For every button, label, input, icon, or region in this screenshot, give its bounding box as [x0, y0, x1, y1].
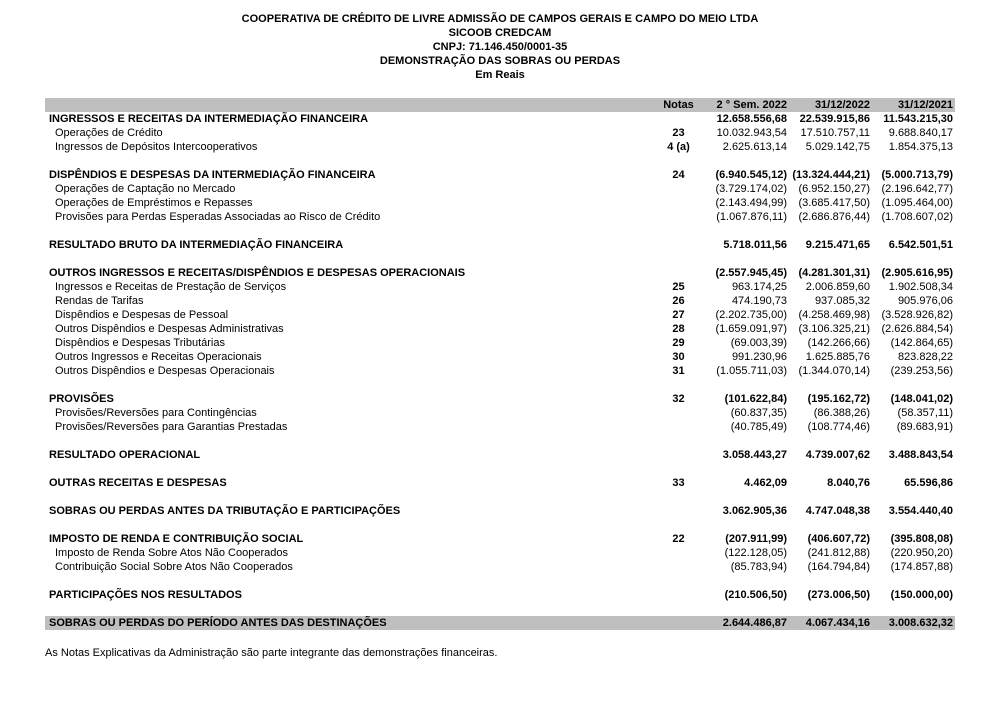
row-value-31-12-2021: (148.041,02) — [890, 393, 953, 405]
row-value-31-12-2021: (3.528.926,82) — [881, 309, 953, 321]
row-value-31-12-2022: 4.747.048,38 — [805, 505, 870, 517]
row-label: Operações de Crédito — [55, 127, 163, 139]
table-row — [45, 532, 955, 546]
row-value-31-12-2022: (164.794,84) — [807, 561, 870, 573]
row-label: Rendas de Tarifas — [55, 295, 144, 307]
row-value-31-12-2022: (4.281.301,31) — [798, 267, 870, 279]
row-value-sem2022: (207.911,99) — [725, 533, 787, 545]
spacer-row — [45, 602, 955, 616]
row-label: Operações de Empréstimos e Repasses — [55, 197, 253, 209]
table-row — [45, 210, 955, 224]
row-value-31-12-2022: 1.625.885,76 — [805, 351, 870, 363]
row-value-31-12-2022: 2.006.859,60 — [805, 281, 870, 293]
row-label: OUTROS INGRESSOS E RECEITAS/DISPÊNDIOS E DESPESAS OPERACIONAIS — [49, 267, 466, 279]
table-row — [45, 392, 955, 406]
row-label: RESULTADO OPERACIONAL — [49, 449, 201, 461]
table-row — [45, 168, 955, 182]
row-label: Ingressos de Depósitos Intercooperativos — [55, 141, 258, 153]
brand-name: SICOOB CREDCAM — [448, 27, 552, 39]
row-value-31-12-2022: 17.510.757,11 — [800, 127, 870, 139]
row-value-sem2022: (6.940.545,12) — [715, 169, 787, 181]
row-value-sem2022: (210.506,50) — [724, 589, 787, 601]
row-value-31-12-2021: (395.808,08) — [890, 533, 953, 545]
row-value-31-12-2022: (1.344.070,14) — [798, 365, 870, 377]
footer-note: As Notas Explicativas da Administração são parte integrante das demonstrações financeiras. — [45, 647, 498, 659]
row-value-31-12-2022: (86.388,26) — [813, 407, 870, 419]
table-row — [45, 322, 955, 336]
row-label: Provisões/Reversões para Contingências — [55, 407, 257, 419]
row-value-sem2022: (1.067.876,11) — [716, 211, 787, 223]
row-value-31-12-2022: (4.258.469,98) — [798, 309, 870, 321]
spacer-row — [45, 378, 955, 392]
row-value-sem2022: 963.174,25 — [731, 281, 787, 293]
row-label: Dispêndios e Despesas Tributárias — [55, 337, 225, 349]
row-value-31-12-2022: (241.812,88) — [807, 547, 870, 559]
spacer-row — [45, 490, 955, 504]
row-label: Outros Dispêndios e Despesas Administrativas — [55, 323, 284, 335]
row-nota: 24 — [672, 169, 685, 181]
row-value-31-12-2021: 1.902.508,34 — [888, 281, 953, 293]
row-value-sem2022: (2.202.735,00) — [715, 309, 787, 321]
row-value-sem2022: (1.659.091,97) — [715, 323, 787, 335]
row-value-31-12-2022: (142.266,66) — [807, 337, 870, 349]
row-label: Dispêndios e Despesas de Pessoal — [55, 309, 229, 321]
row-value-31-12-2021: 9.688.840,17 — [888, 127, 953, 139]
table-row — [45, 350, 955, 364]
row-nota: 33 — [672, 477, 685, 489]
row-label: RESULTADO BRUTO DA INTERMEDIAÇÃO FINANCEIRA — [49, 239, 344, 251]
spacer-row — [45, 462, 955, 476]
statement-table — [45, 98, 955, 630]
table-row — [45, 546, 955, 560]
row-value-31-12-2021: (1.095.464,00) — [881, 197, 953, 209]
row-value-31-12-2022: 22.539.915,86 — [799, 113, 870, 125]
row-label: SOBRAS OU PERDAS ANTES DA TRIBUTAÇÃO E PARTICIPAÇÕES — [49, 505, 401, 517]
table-row — [45, 560, 955, 574]
row-label: Contribuição Social Sobre Atos Não Cooperados — [55, 561, 293, 573]
spacer-row — [45, 154, 955, 168]
row-value-31-12-2022: (3.685.417,50) — [798, 197, 870, 209]
table-row — [45, 126, 955, 140]
row-value-sem2022: (40.785,49) — [730, 421, 787, 433]
row-value-31-12-2022: (13.324.444,21) — [792, 169, 870, 181]
row-value-sem2022: 4.462,09 — [744, 477, 787, 489]
row-value-31-12-2021: 3.554.440,40 — [888, 505, 953, 517]
row-value-31-12-2022: 9.215.471,65 — [805, 239, 870, 251]
row-nota: 27 — [672, 309, 685, 321]
row-value-sem2022: 991.230,96 — [731, 351, 787, 363]
table-row — [45, 112, 955, 126]
row-value-sem2022: 5.718.011,56 — [723, 239, 787, 251]
col-31-12-2022: 31/12/2022 — [814, 99, 870, 111]
col-sem2022: 2 ° Sem. 2022 — [716, 99, 787, 111]
row-nota: 22 — [672, 533, 685, 545]
table-body — [45, 112, 955, 630]
row-nota: 25 — [672, 281, 685, 293]
row-label: IMPOSTO DE RENDA E CONTRIBUIÇÃO SOCIAL — [49, 533, 304, 545]
currency-note: Em Reais — [475, 69, 525, 81]
spacer-row — [45, 574, 955, 588]
table-row — [45, 140, 955, 154]
spacer-row — [45, 224, 955, 238]
row-label: DISPÊNDIOS E DESPESAS DA INTERMEDIAÇÃO FINANCEIRA — [49, 169, 376, 181]
row-value-31-12-2022: (273.006,50) — [807, 589, 870, 601]
table-row — [45, 294, 955, 308]
row-value-sem2022: 3.058.443,27 — [722, 449, 787, 461]
spacer-row — [45, 434, 955, 448]
row-nota: 28 — [672, 323, 685, 335]
row-value-sem2022: (1.055.711,03) — [716, 365, 787, 377]
row-value-31-12-2021: (58.357,11) — [897, 407, 953, 419]
row-value-sem2022: (2.557.945,45) — [715, 267, 787, 279]
row-value-31-12-2021: (2.196.642,77) — [881, 183, 953, 195]
row-nota: 31 — [672, 365, 685, 377]
row-value-sem2022: 10.032.943,54 — [716, 127, 787, 139]
row-nota: 26 — [672, 295, 685, 307]
row-value-31-12-2021: 905.976,06 — [897, 295, 953, 307]
row-value-sem2022: 3.062.905,36 — [722, 505, 787, 517]
row-value-31-12-2021: (2.905.616,95) — [881, 267, 953, 279]
row-value-31-12-2022: (2.686.876,44) — [798, 211, 870, 223]
row-value-sem2022: 2.625.613,14 — [722, 141, 787, 153]
table-row — [45, 336, 955, 350]
row-value-31-12-2021: 11.543.215,30 — [883, 113, 953, 125]
row-value-31-12-2021: (5.000.713,79) — [881, 169, 953, 181]
col-notas: Notas — [663, 99, 694, 111]
row-label: Imposto de Renda Sobre Atos Não Cooperados — [55, 547, 288, 559]
row-nota: 29 — [672, 337, 685, 349]
table-row — [45, 196, 955, 210]
row-value-31-12-2021: (220.950,20) — [890, 547, 953, 559]
table-row — [45, 238, 955, 252]
row-label: INGRESSOS E RECEITAS DA INTERMEDIAÇÃO FINANCEIRA — [49, 113, 369, 125]
table-row — [45, 476, 955, 490]
row-value-sem2022: (3.729.174,02) — [715, 183, 787, 195]
col-31-12-2021: 31/12/2021 — [897, 99, 953, 111]
row-value-31-12-2021: 3.008.632,32 — [888, 617, 953, 629]
spacer-row — [45, 518, 955, 532]
row-value-sem2022: (101.622,84) — [724, 393, 787, 405]
row-label: SOBRAS OU PERDAS DO PERÍODO ANTES DAS DESTINAÇÕES — [49, 617, 387, 629]
row-value-31-12-2021: (1.708.607,02) — [881, 211, 953, 223]
row-label: Provisões/Reversões para Garantias Prestadas — [55, 421, 288, 433]
row-nota: 30 — [672, 351, 685, 363]
company-name: COOPERATIVA DE CRÉDITO DE LIVRE ADMISSÃO DE CAMPOS GERAIS E CAMPO DO MEIO LTDA — [241, 13, 759, 25]
row-value-31-12-2022: (195.162,72) — [807, 393, 870, 405]
row-value-31-12-2022: (406.607,72) — [807, 533, 870, 545]
table-row — [45, 266, 955, 280]
table-row — [45, 280, 955, 294]
table-row — [45, 420, 955, 434]
row-nota: 4 (a) — [667, 141, 690, 153]
row-value-31-12-2022: 937.085,32 — [814, 295, 870, 307]
row-label: OUTRAS RECEITAS E DESPESAS — [49, 477, 227, 489]
row-value-31-12-2022: 5.029.142,75 — [805, 141, 870, 153]
statement-title: DEMONSTRAÇÃO DAS SOBRAS OU PERDAS — [379, 55, 621, 67]
row-value-sem2022: (2.143.494,99) — [715, 197, 787, 209]
row-value-31-12-2021: (89.683,91) — [896, 421, 953, 433]
row-value-31-12-2022: 4.067.434,16 — [805, 617, 870, 629]
row-value-31-12-2021: (239.253,56) — [890, 365, 953, 377]
row-value-sem2022: (60.837,35) — [730, 407, 787, 419]
row-label: Provisões para Perdas Esperadas Associadas ao Risco de Crédito — [55, 211, 381, 223]
row-label: PROVISÕES — [49, 393, 114, 405]
document-header — [0, 12, 1000, 82]
table-row — [45, 588, 955, 602]
row-value-31-12-2022: 8.040,76 — [827, 477, 870, 489]
row-value-31-12-2022: (108.774,46) — [807, 421, 870, 433]
row-label: Operações de Captação no Mercado — [55, 183, 236, 195]
row-value-31-12-2021: 1.854.375,13 — [888, 141, 953, 153]
row-value-31-12-2021: 823.828,22 — [897, 351, 953, 363]
row-value-31-12-2021: (150.000,00) — [890, 589, 953, 601]
spacer-row — [45, 252, 955, 266]
row-value-31-12-2022: 4.739.007,62 — [805, 449, 870, 461]
row-value-31-12-2021: 65.596,86 — [904, 477, 953, 489]
row-value-31-12-2022: (6.952.150,27) — [798, 183, 870, 195]
row-label: PARTICIPAÇÕES NOS RESULTADOS — [49, 589, 242, 601]
table-row — [45, 364, 955, 378]
table-row — [45, 182, 955, 196]
row-label: Outros Ingressos e Receitas Operacionais — [55, 351, 262, 363]
row-value-sem2022: 2.644.486,87 — [722, 617, 787, 629]
row-value-sem2022: (69.003,39) — [730, 337, 787, 349]
row-value-sem2022: 474.190,73 — [731, 295, 787, 307]
row-value-31-12-2021: (2.626.884,54) — [881, 323, 953, 335]
row-label: Outros Dispêndios e Despesas Operacionais — [55, 365, 275, 377]
table-header-row — [45, 98, 955, 112]
row-label: Ingressos e Receitas de Prestação de Serviços — [55, 281, 287, 293]
cnpj-line: CNPJ: 71.146.450/0001-35 — [432, 41, 568, 53]
row-value-sem2022: (122.128,05) — [724, 547, 787, 559]
row-nota: 32 — [672, 393, 685, 405]
row-value-31-12-2021: 6.542.501,51 — [888, 239, 953, 251]
table-row — [45, 504, 955, 518]
row-value-31-12-2022: (3.106.325,21) — [798, 323, 870, 335]
table-row — [45, 406, 955, 420]
row-nota: 23 — [672, 127, 685, 139]
row-value-31-12-2021: (142.864,65) — [890, 337, 953, 349]
row-value-31-12-2021: (174.857,88) — [890, 561, 953, 573]
row-value-sem2022: 12.658.556,68 — [716, 113, 787, 125]
table-row — [45, 308, 955, 322]
row-value-sem2022: (85.783,94) — [730, 561, 787, 573]
row-value-31-12-2021: 3.488.843,54 — [888, 449, 953, 461]
table-row — [45, 448, 955, 462]
table-row — [45, 616, 955, 630]
